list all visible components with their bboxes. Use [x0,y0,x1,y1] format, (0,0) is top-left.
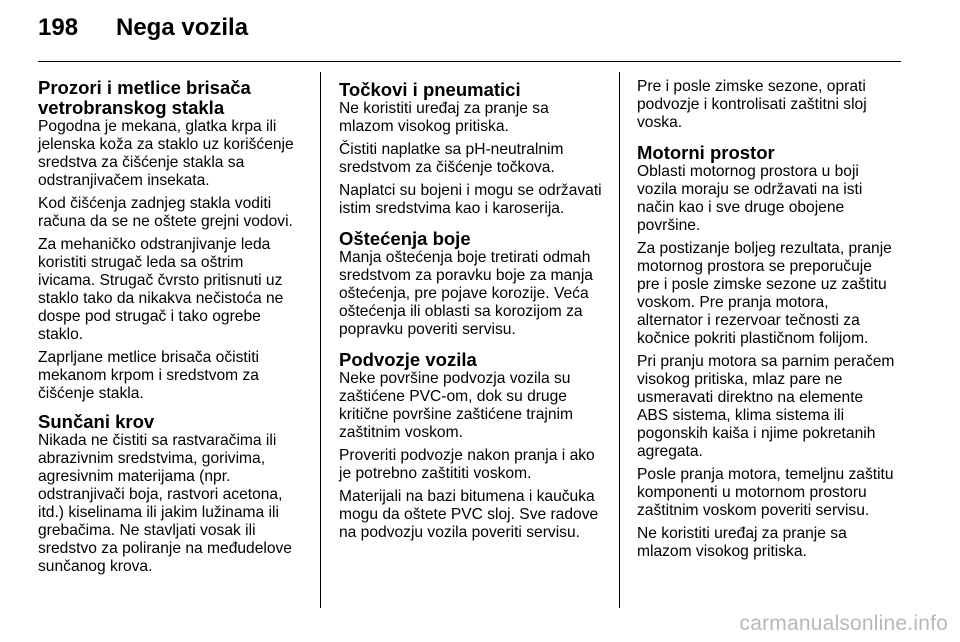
paragraph: Materijali na bazi bitumena i kaučuka mogu da oštete PVC sloj. Sve radove na podvozju vozila poveriti servisu. [339,488,599,541]
section-heading-paint-damage: Oštećenja boje [339,228,471,249]
paragraph: Naplatci su bojeni i mogu se održavati istim sredstvima kao i karoserija. [339,182,602,217]
paragraph: Neke površine podvozja vozila su zaštićene PVC-om, dok su druge kritične površine zaštićene trajnim zaštitnim voskom. [339,370,573,441]
header-rule [38,61,901,62]
paragraph: Nikada ne čistiti sa rastvaračima ili abrazivnim sredstvima, gorivima, agresivnim materijama (npr. odstranjivači boja, rastvori acetona, itd.) kiselinama ili jakim lužinama ili grebačima. Ne stavljati vosak ili sredstvo za poliranje na međudelove sunčanog krova. [38,432,292,575]
paragraph: Za mehaničko odstranjivanje leda koristiti strugač leda sa oštrim ivicama. Strugač čvrsto pritisnuti uz staklo tako da nikakva nečistoća ne dospe pod strugač i tako ogrebe staklo. [38,236,284,343]
section-heading-windows-wipers: Prozori i metlice brisača vetrobranskog stakla [38,77,251,118]
column-divider [619,72,620,608]
paragraph: Kod čišćenja zadnjeg stakla voditi računa da se ne oštete grejni vodovi. [38,195,293,230]
paragraph: Posle pranja motora, temeljnu zaštitu komponenti u motornom prostoru zaštitnim voskom poveriti servisu. [637,466,894,519]
section-heading-wheels-tyres: Točkovi i pneumatici [339,79,521,100]
paragraph: Za postizanje boljeg rezultata, pranje motornog prostora se preporučuje pre i posle zimske sezone uz zaštitu voskom. Pre pranja motora, alternator i rezervoar tečnosti za kočnice pokriti plastičnom folijom. [637,240,892,347]
paragraph: Ne koristiti uređaj za pranje sa mlazom visokog pritiska. [339,100,549,135]
watermark: carmanualsonline.info [739,612,948,635]
column-divider [320,72,321,608]
paragraph: Proveriti podvozje nakon pranja i ako je potrebno zaštititi voskom. [339,447,595,482]
column-3 [637,78,907,566]
paragraph: Pogodna je mekana, glatka krpa ili jelenska koža za staklo uz korišćenje sredstva za čišćenje stakla sa odstranjivačem insekata. [38,118,294,189]
page-header [38,14,248,42]
column-1 [38,78,308,581]
paragraph: Oblasti motornog prostora u boji vozila moraju se održavati na isti način kao i sve druge obojene površine. [637,163,863,234]
paragraph: Ne koristiti uređaj za pranje sa mlazom visokog pritiska. [637,525,847,560]
chapter-title: Nega vozila [116,14,249,41]
paragraph: Pri pranju motora sa parnim peračem visokog pritiska, mlaz pare ne usmeravati direktno na elemente ABS sistema, klima sistema ili pogonskih kaiša i njime pokretanih agregata. [637,353,895,460]
paragraph: Pre i posle zimske sezone, oprati podvozje i kontrolisati zaštitni sloj voska. [637,78,867,131]
paragraph: Manja oštećenja boje tretirati odmah sredstvom za poravku boje za manja oštećenja, pre pojave korozije. Veća oštećenja ili oblasti sa korozijom za popravku poveriti servisu. [339,249,593,338]
page-number: 198 [38,14,79,41]
section-heading-underbody: Podvozje vozila [339,349,477,370]
paragraph: Čistiti naplatke sa pH-neutralnim sredstvom za čišćenje točkova. [339,141,564,176]
paragraph: Zaprljane metlice brisača očistiti mekanom krpom i sredstvom za čišćenje stakla. [38,349,259,402]
column-2 [339,80,609,547]
section-heading-engine-compartment: Motorni prostor [637,142,775,163]
section-heading-sunroof: Sunčani krov [38,411,155,432]
